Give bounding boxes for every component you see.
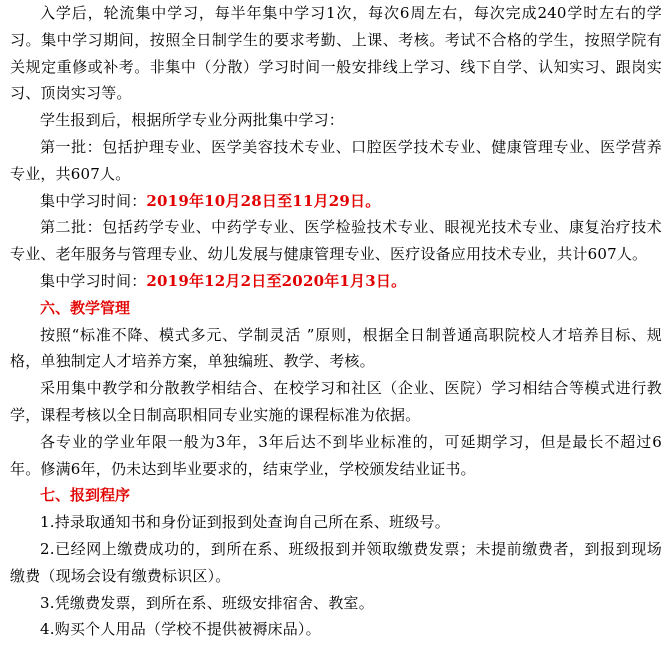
batch-two-date: 2019年12月2日至2020年1月3日。 [146,271,407,290]
paragraph-batch-one: 第一批：包括护理专业、医学美容技术专业、口腔医学技术专业、健康管理专业、医学营养专业，共607人。 [10,137,662,183]
paragraph-teaching-principle: 按照“标准不降、模式多元、学制灵活 ”原则，根据全日制普通高职院校人才培养目标、规格，单独制定人才培养方案，单独编班、教学、考核。 [10,325,662,371]
paragraph-batch-two: 第二批：包括药学专业、中药学专业、医学检验技术专业、眼视光技术专业、康复治疗技术专业、老年服务与管理专业、幼儿发展与健康管理专业、医疗设备应用技术专业，共计607人。 [10,218,662,264]
registration-step-3: 3.凭缴费发票，到所在系、班级安排宿舍、教室。 [40,593,374,612]
registration-step-1: 1.持录取通知书和身份证到报到处查询自己所在系、班级号。 [40,513,450,532]
batch-two-time-label: 集中学习时间： [40,271,147,290]
paragraph-batch-one-time [10,188,662,215]
paragraph-study-duration: 各专业的学业年限一般为3年，3年后达不到毕业标准的，可延期学习，但是最长不超过6年。修满6年，仍未达到毕业要求的，结束学业，学校颁发结业证书。 [10,432,662,478]
batch-one-time-label: 集中学习时间： [40,191,147,210]
document-body [10,0,662,643]
batch-one-date: 2019年10月28日至11月29日。 [146,191,381,210]
registration-step-2: 2.已经网上缴费成功的，到所在系、班级报到并领取缴费发票；未提前缴费者，到报到现场缴费（现场会设有缴费标识区）。 [10,539,662,585]
section-heading-teaching-management: 六、教学管理 [40,298,131,317]
paragraph-batches-intro: 学生报到后，根据所学专业分两批集中学习： [40,111,345,130]
paragraph-teaching-mode: 采用集中教学和分散教学相结合、在校学习和社区（企业、医院）学习相结合等模式进行教学，课程考核以全日制高职相同专业实施的课程标准为依据。 [10,379,662,424]
section-heading-registration: 七、报到程序 [40,486,131,505]
registration-step-4: 4.购买个人用品（学校不提供被褥床品）。 [40,620,321,639]
paragraph-study-arrangement: 入学后，轮流集中学习，每半年集中学习1次，每次6周左右，每次完成240学时左右的学习。集中学习期间，按照全日制学生的要求考勤、上课、考核。考试不合格的学生，按照学院有关规定重修或补考。非集中（分散）学习时间一般安排线上学习、线下自学、认知实习、跟岗实习、顶岗实习等。 [10,4,662,103]
paragraph-batch-two-time [10,268,662,295]
